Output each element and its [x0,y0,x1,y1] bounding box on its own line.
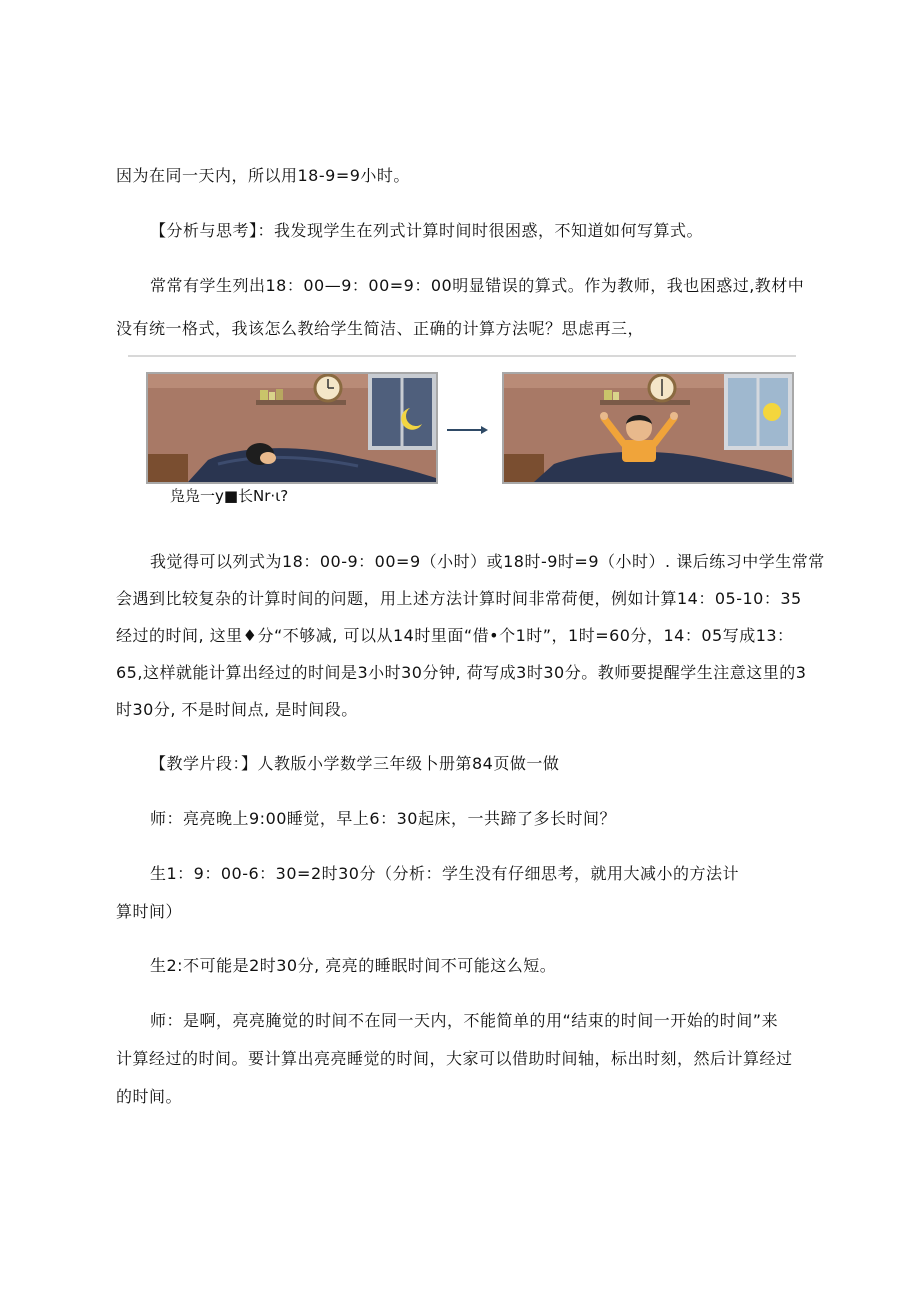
paragraph-method-line2: 会遇到比较复杂的计算时间的问题，用上述方法计算时间非常荷便，例如计算14：05-10：35 [116,589,802,608]
paragraph-teacher-reply-line1: 师：是啊，亮亮腌觉的时间不在同一天内，不能简单的用“结束的时间一开始的时间”来 [150,1011,779,1030]
paragraph-method-line1: 我觉得可以列式为18：00-9：00=9（小时）或18时-9时=9（小时）. 课后练习中学生常常 [150,552,825,571]
paragraph-method-line3: 经过的时间, 这里♦分“不够减, 可以从14时里面“借•个1时”，1时=60分，14：05写成13： [116,626,794,645]
paragraph-teacher-reply-line2: 计算经过的时间。要计算出亮亮睡觉的时间，大家可以借助时间轴，标出时刻，然后计算经过 [116,1049,793,1068]
paragraph-intro: 因为在同一天内，所以用18-9=9小时。 [116,166,410,185]
arrow-icon [447,424,489,436]
paragraph-problem-line2: 没有统一格式，我该怎么教给学生简洁、正确的计算方法呢？思虑再三， [116,319,645,338]
sleeping-scene-image [146,372,438,484]
paragraph-method-line4: 65,这样就能计算出经过的时间是3小时30分钟, 荷写成3时30分。教师要提醒学生注意这里的3 [116,663,807,682]
paragraph-student1-line1: 生1：9：00-6：30=2时30分（分析：学生没有仔细思考，就用大减小的方法计 [150,864,739,883]
waking-scene-image [502,372,794,484]
paragraph-teacher-question: 师：亮亮晚上9:00睡觉，早上6：30起床，一共蹄了多长时间？ [150,809,616,828]
paragraph-student2: 生2:不可能是2时30分, 亮亮的睡眠时间不可能这么短。 [150,956,557,975]
paragraph-teaching-segment: 【教学片段：】人教版小学数学三年级卜册第84页做一做 [150,754,560,773]
paragraph-student1-line2: 算时间） [116,902,183,921]
image-divider [128,355,796,357]
paragraph-method-line5: 时30分, 不是时间点, 是时间段。 [116,700,358,719]
paragraph-analysis: 【分析与思考】：我发现学生在列式计算时间时很困惑，不知道如何写算式。 [150,221,704,240]
figure-caption: 凫凫一y■长Nr·ι? [170,487,289,505]
paragraph-problem-line1: 常常有学生列出18：00—9：00=9：00明显错误的算式。作为教师，我也困惑过,教材中 [150,276,805,295]
paragraph-teacher-reply-line3: 的时间。 [116,1087,183,1106]
